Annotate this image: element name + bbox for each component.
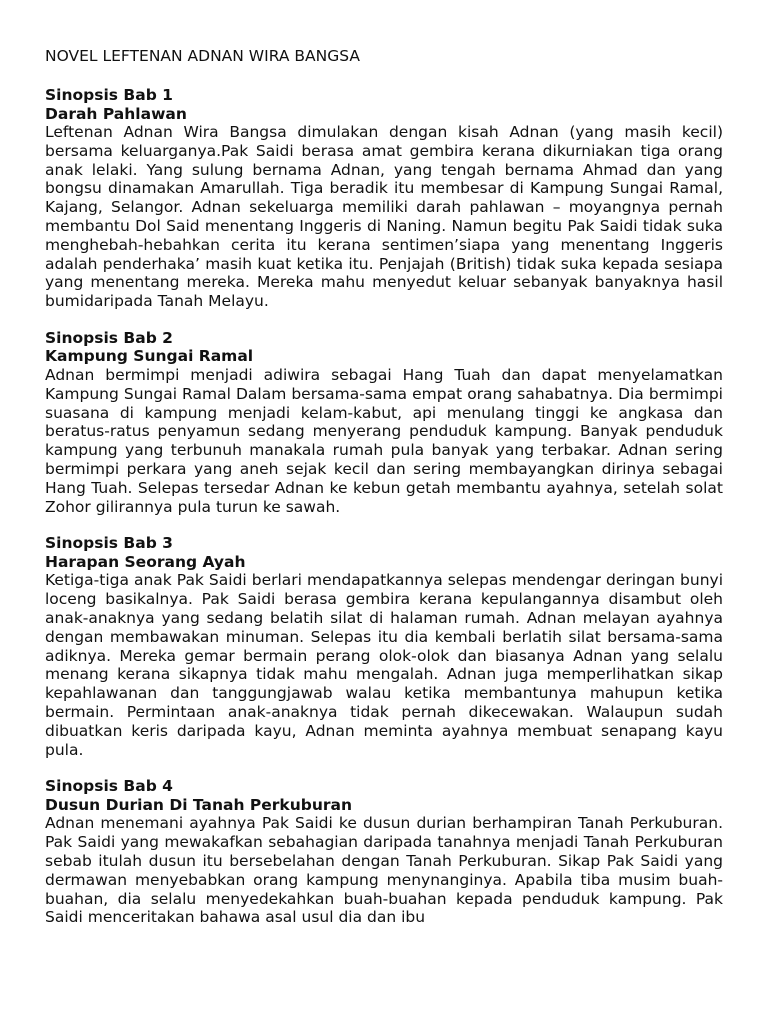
chapter-2-body: Adnan bermimpi menjadi adiwira sebagai Hang Tuah dan dapat menyelamatkan Kampung Sungai Ramal Dalam bersama-sama empat orang sahabatnya. Dia bermimpi suasana di kampung menjadi kelam-kabut, api menulang tinggi ke angkasa dan beratus-ratus penyamun sedang menyerang penduduk kampung. Banyak penduduk kampung yang terbunuh manakala rumah pula banyak yang terbakar. Adnan sering bermimpi perkara yang aneh sejak kecil dan sering membayangkan dirinya sebagai Hang Tuah. Selepas tersedar Adnan ke kebun getah membantu ayahnya, setelah solat Zohor gilirannya pula turun ke sawah. xyxy=(45,365,723,516)
chapter-1-section xyxy=(45,86,723,311)
chapter-3-section xyxy=(45,534,723,759)
chapter-2-label: Sinopsis Bab 2 xyxy=(45,328,173,347)
document-page xyxy=(45,47,723,945)
chapter-2-heading: Kampung Sungai Ramal xyxy=(45,347,254,366)
chapter-1-body: Leftenan Adnan Wira Bangsa dimulakan dengan kisah Adnan (yang masih kecil) bersama keluarganya.Pak Saidi berasa amat gembira kerana dikurniakan tiga orang anak lelaki. Yang sulung bernama Adnan, yang tengah bernama Ahmad dan yang bongsu dinamakan Amarullah. Tiga beradik itu membesar di Kampung Sungai Ramal, Kajang, Selangor. Adnan sekeluarga memiliki darah pahlawan – moyangnya pernah membantu Dol Said menentang Inggeris di Naning. Namun begitu Pak Saidi tidak suka menghebah-hebahkan cerita itu kerana sentimen’siapa yang menentang Inggeris adalah penderhaka’ masih kuat ketika itu. Penjajah (British) tidak suka kepada sesiapa yang menentang mereka. Mereka mahu menyedut keluar sebanyak banyaknya hasil bumidaripada Tanah Melayu. xyxy=(45,123,723,311)
chapter-4-heading: Dusun Durian Di Tanah Perkuburan xyxy=(45,795,353,814)
document-title: NOVEL LEFTENAN ADNAN WIRA BANGSA xyxy=(45,47,360,65)
chapter-3-heading: Harapan Seorang Ayah xyxy=(45,552,246,571)
chapter-2-section xyxy=(45,329,723,516)
chapter-3-body: Ketiga-tiga anak Pak Saidi berlari mendapatkannya selepas mendengar deringan bunyi loceng basikalnya. Pak Saidi berasa gembira kerana kepulangannya disambut oleh anak-anaknya yang sedang belatih silat di halaman rumah. Adnan melayan ayahnya dengan membawakan minuman. Selepas itu dia kembali berlatih silat bersama-sama adiknya. Mereka gemar bermain perang olok-olok dan biasanya Adnan yang selalu menang kerana sikapnya tidak mahu mengalah. Adnan juga memperlihatkan sikap kepahlawanan dan tanggungjawab walau ketika membantunya mahupun ketika bermain. Permintaan anak-anaknya tidak pernah dikecewakan. Walaupun sudah dibuatkan keris daripada kayu, Adnan meminta ayahnya membuat senapang kayu pula. xyxy=(45,571,723,759)
chapter-1-label: Sinopsis Bab 1 xyxy=(45,86,173,104)
chapter-4-label: Sinopsis Bab 4 xyxy=(45,777,173,796)
chapter-4-section xyxy=(45,777,723,927)
chapter-4-body: Adnan menemani ayahnya Pak Saidi ke dusun durian berhampiran Tanah Perkuburan. Pak Saidi yang mewakafkan sebahagian daripada tanahnya menjadi Tanah Perkuburan sebab itulah dusun itu bersebelahan dengan Tanah Perkuburan. Sikap Pak Saidi yang dermawan menyebabkan orang kampung menynanginya. Apabila tiba musim buah-buahan, dia selalu menyedekahkan buah-buahan kepada penduduk kampung. Pak Saidi menceritakan bahawa asal usul dia dan ibu xyxy=(45,814,723,927)
chapter-3-label: Sinopsis Bab 3 xyxy=(45,534,173,553)
chapter-1-heading: Darah Pahlawan xyxy=(45,104,187,123)
